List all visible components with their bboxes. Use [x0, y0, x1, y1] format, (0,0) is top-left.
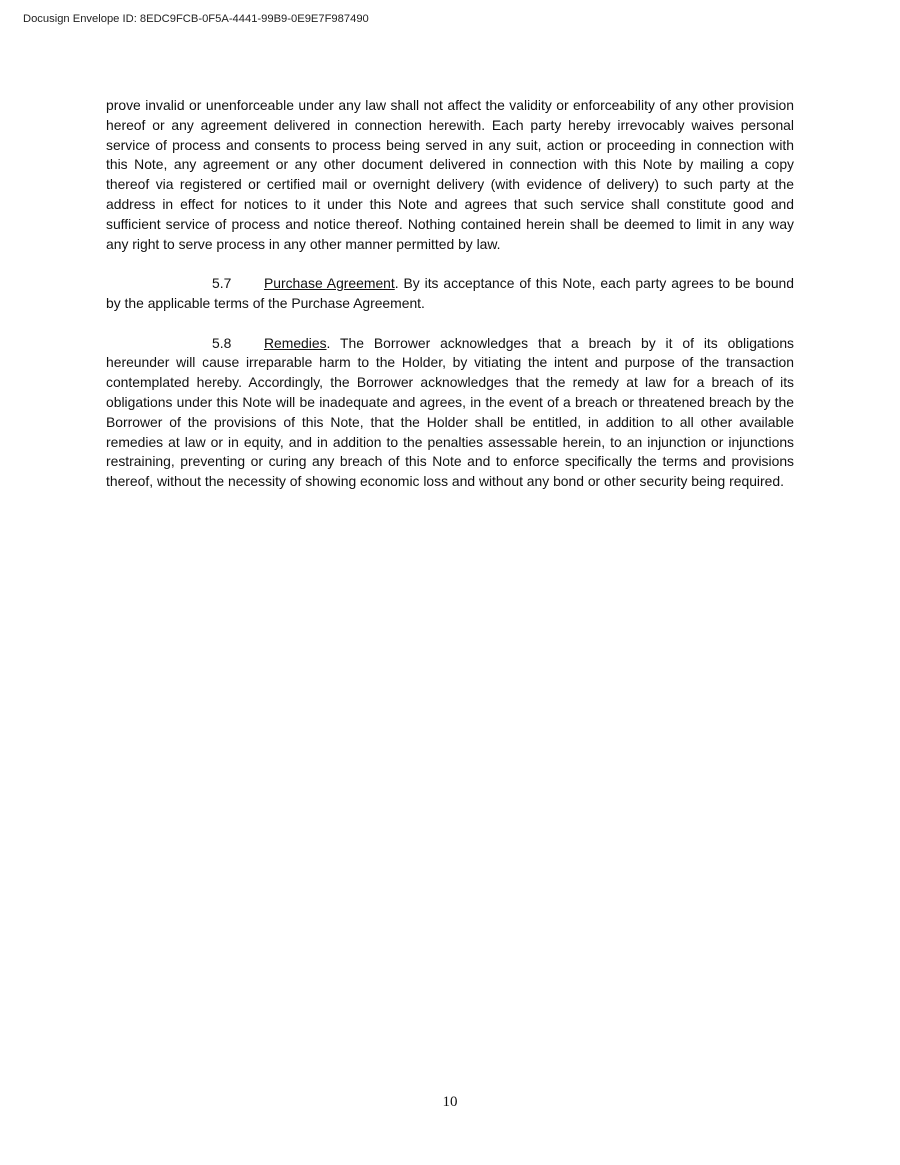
section-title: Purchase Agreement [264, 275, 395, 292]
section-title: Remedies [264, 334, 327, 351]
section-text: . The Borrower acknowledges that a breach by it of its obligations hereunder will cause irreparable harm to the Holder, by vitiating the intent and purpose of the transaction contemplated hereby. Accordingly, the Borrower acknowledges that the remedy at law for a breach of its obligations under this Note will be inadequate and agrees, in the event of a breach or threatened breach by the Borrower of the provisions of this Note, that the Holder shall be entitled, in addition to all other available remedies at law or in equity, and in addition to the penalties assessable herein, to an injunction or injunctions restraining, preventing or curing any breach of this Note and to enforce specifically the terms and provisions thereof, without the necessity of showing economic loss and without any bond or other security being required. [106, 334, 794, 490]
page-number: 10 [442, 1094, 458, 1110]
continuation-paragraph: prove invalid or unenforceable under any law shall not affect the validity or enforceability of any other provision hereof or any agreement delivered in connection herewith. Each party hereby irrevocably waives personal service of process and consents to process being served in any suit, action or proceeding in connection with this Note, any agreement or any other document delivered in connection with this Note by mailing a copy thereof via registered or certified mail or overnight delivery (with evidence of delivery) to such party at the address in effect for notices to it under this Note and agrees that such service shall constitute good and sufficient service of process and notice thereof. Nothing contained herein shall be deemed to limit in any way any right to serve process in any other manner permitted by law. [106, 97, 794, 252]
document-body [106, 96, 794, 512]
section-text: . By its acceptance of this Note, each party agrees to be bound by the applicable terms of the Purchase Agreement. [106, 275, 794, 311]
section-5-8-paragraph [106, 334, 794, 492]
section-number: 5.7 [212, 275, 232, 292]
section-5-7-paragraph [106, 274, 794, 314]
section-number: 5.8 [212, 334, 232, 351]
envelope-id: Docusign Envelope ID: 8EDC9FCB-0F5A-4441-99B9-0E9E7F987490 [23, 13, 369, 25]
